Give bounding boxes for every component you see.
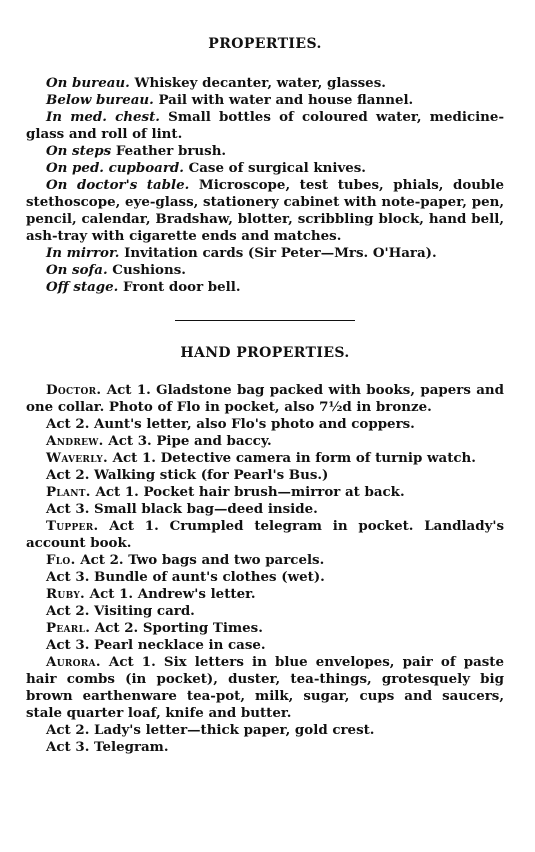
hand-property-items: Act 2. Lady's letter—thick paper, gold crest.	[46, 722, 375, 738]
character-name: Aurora.	[46, 654, 101, 670]
property-location: On ped. cupboard.	[46, 160, 184, 176]
property-entry	[26, 109, 504, 143]
property-entry	[26, 262, 504, 279]
property-entry	[26, 160, 504, 177]
hand-properties-list	[26, 382, 504, 756]
hand-property-items: Act 2. Walking stick (for Pearl's Bus.)	[46, 467, 329, 483]
property-entry	[26, 92, 504, 109]
property-location: Off stage.	[46, 279, 119, 295]
character-name: Waverly.	[46, 450, 108, 466]
hand-property-items: Act 1. Pocket hair brush—mirror at back.	[90, 484, 405, 500]
character-entry	[26, 484, 504, 501]
hand-property-items: Act 2. Two bags and two parcels.	[75, 552, 325, 568]
hand-property-items: Act 3. Telegram.	[46, 739, 169, 755]
character-entry	[26, 382, 504, 416]
hand-property-items: Act 1. Andrew's letter.	[85, 586, 256, 602]
act-entry	[26, 569, 504, 586]
act-entry	[26, 501, 504, 518]
character-name: Flo.	[46, 552, 76, 568]
character-name: Plant.	[46, 484, 91, 500]
property-location: On bureau.	[46, 75, 130, 91]
character-entry	[26, 620, 504, 637]
hand-property-items: Act 3. Bundle of aunt's clothes (wet).	[46, 569, 325, 585]
property-items: Invitation cards (Sir Peter—Mrs. O'Hara).	[119, 245, 437, 261]
character-entry	[26, 450, 504, 467]
act-entry	[26, 722, 504, 739]
hand-property-items: Act 3. Small black bag—deed inside.	[46, 501, 318, 517]
property-entry	[26, 279, 504, 296]
act-entry	[26, 637, 504, 654]
property-items: Cushions.	[107, 262, 186, 278]
property-location: In mirror.	[46, 245, 120, 261]
character-entry	[26, 552, 504, 569]
property-location: Below bureau.	[46, 92, 154, 108]
property-items: Front door bell.	[118, 279, 241, 295]
property-items: Pail with water and house flannel.	[153, 92, 414, 108]
act-entry	[26, 739, 504, 756]
properties-heading: PROPERTIES.	[208, 36, 322, 52]
property-items: Microscope, test tubes, phials, double stethoscope, eye-glass, stationery cabinet with note-paper, pen, pencil, calendar, Bradshaw, blotter, scribbling block, hand bell, ash-tray with cigarette ends and matches.	[26, 177, 504, 244]
character-entry	[26, 654, 504, 722]
character-name: Doctor.	[46, 382, 102, 398]
property-items: Feather brush.	[111, 143, 227, 159]
hand-property-items: Act 2. Sporting Times.	[90, 620, 263, 636]
property-location: On doctor's table.	[46, 177, 190, 193]
act-entry	[26, 467, 504, 484]
character-name: Ruby.	[46, 586, 86, 602]
hand-properties-heading: HAND PROPERTIES.	[180, 345, 350, 361]
act-entry	[26, 603, 504, 620]
property-entry	[26, 245, 504, 262]
document-page	[26, 30, 504, 756]
hand-property-items: Act 2. Visiting card.	[46, 603, 195, 619]
character-entry	[26, 433, 504, 450]
character-name: Pearl.	[46, 620, 91, 636]
property-items: Small bottles of coloured water, medicine-glass and roll of lint.	[26, 109, 504, 142]
property-location: In med. chest.	[46, 109, 160, 125]
character-entry	[26, 518, 504, 552]
character-entry	[26, 586, 504, 603]
property-location: On steps	[46, 143, 112, 159]
hand-property-items: Act 1. Detective camera in form of turnip watch.	[107, 450, 476, 466]
hand-property-items: Act 1. Crumpled telegram in pocket. Landlady's account book.	[26, 518, 504, 551]
hand-property-items: Act 2. Aunt's letter, also Flo's photo and coppers.	[46, 416, 415, 432]
hand-property-items: Act 3. Pipe and baccy.	[103, 433, 272, 449]
property-location: On sofa.	[46, 262, 108, 278]
hand-property-items: Act 1. Six letters in blue envelopes, pair of paste hair combs (in pocket), duster, tea-things, grotesquely big brown earthenware tea-pot, milk, sugar, cups and saucers, stale quarter loaf, knife and butter.	[26, 654, 504, 721]
properties-list	[26, 75, 504, 296]
character-name: Tupper.	[46, 518, 99, 534]
hand-property-items: Act 1. Gladstone bag packed with books, papers and one collar. Photo of Flo in pocket, also 7½d in bronze.	[26, 382, 504, 415]
hand-property-items: Act 3. Pearl necklace in case.	[46, 637, 266, 653]
property-entry	[26, 177, 504, 245]
section-divider	[175, 320, 355, 321]
property-entry	[26, 143, 504, 160]
act-entry	[26, 416, 504, 433]
property-items: Whiskey decanter, water, glasses.	[129, 75, 386, 91]
property-entry	[26, 75, 504, 92]
property-items: Case of surgical knives.	[183, 160, 366, 176]
character-name: Andrew.	[46, 433, 104, 449]
